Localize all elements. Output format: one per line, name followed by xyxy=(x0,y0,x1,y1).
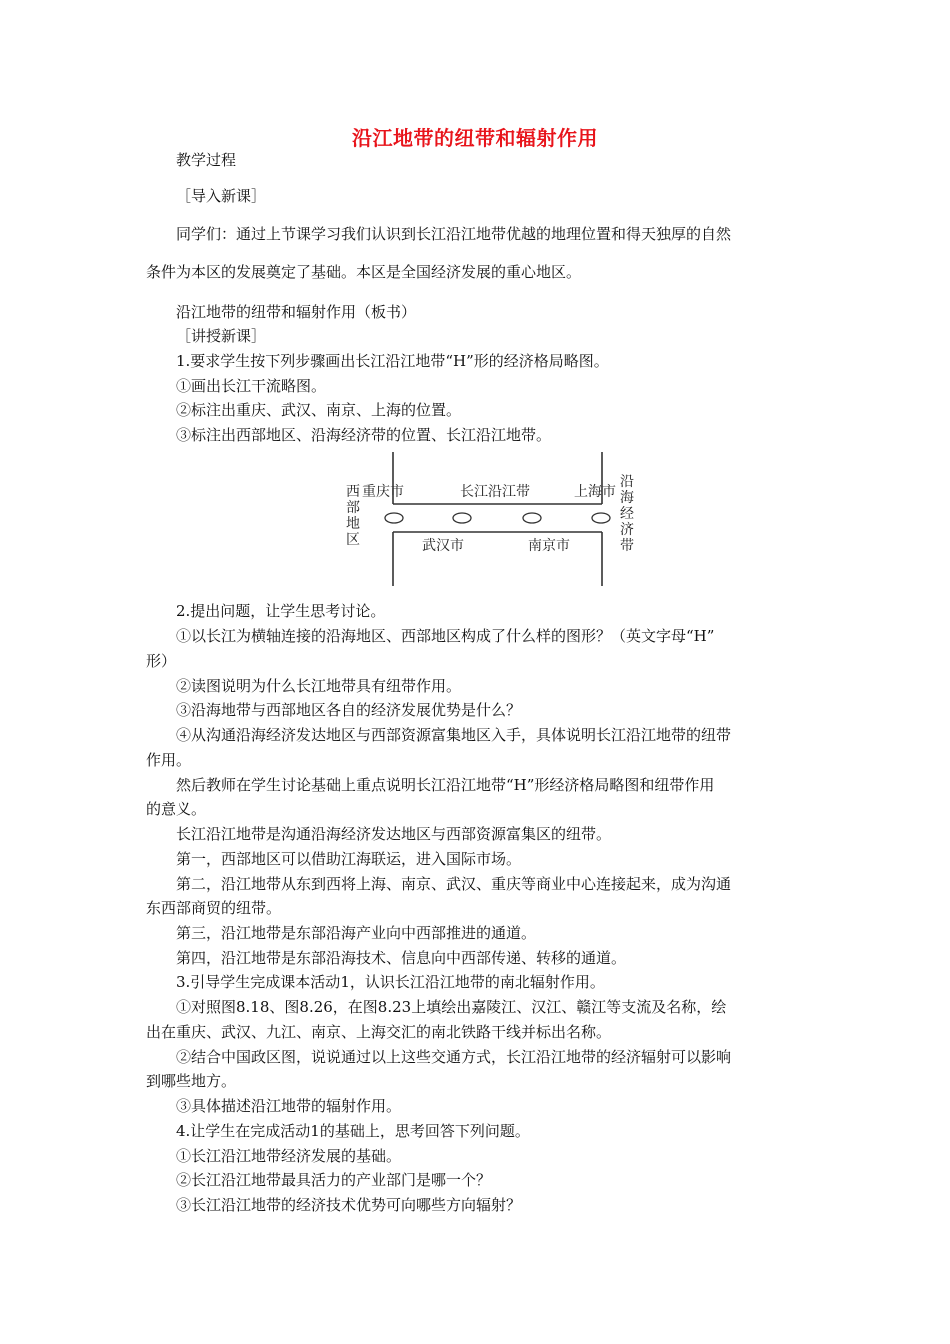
question-item: ①以长江为横轴连接的沿海地区、西部地区构成了什么样的图形？（英文字母“H” xyxy=(176,627,715,645)
activity-item-continued: 到哪些地方。 xyxy=(146,1072,237,1090)
step-item: 1.要求学生按下列步骤画出长江沿江地带“H”形的经济格局略图。 xyxy=(176,352,609,370)
wuhan-city-marker xyxy=(453,513,471,523)
west-region-label-char: 西 xyxy=(346,484,360,500)
nanjing-label: 南京市 xyxy=(528,538,570,554)
question-item-continued: 作用。 xyxy=(146,751,192,769)
question-item: ③沿海地带与西部地区各自的经济发展优势是什么？ xyxy=(176,701,522,719)
board-title: 沿江地带的纽带和辐射作用（板书） xyxy=(176,303,417,321)
point-item: 第三，沿江地带是东部沿海产业向中西部推进的通道。 xyxy=(176,924,537,942)
paragraph-line: 然后教师在学生讨论基础上重点说明长江沿江地带“H”形经济格局略图和纽带作用 xyxy=(176,776,715,794)
step-item: ①画出长江干流略图。 xyxy=(176,377,327,395)
shanghai-label: 上海市 xyxy=(574,484,616,500)
coast-belt-label-char: 沿 xyxy=(620,474,634,490)
yangtze-belt-label: 长江沿江带 xyxy=(460,484,530,500)
question-item: ①长江沿江地带经济发展的基础。 xyxy=(176,1147,402,1165)
wuhan-label: 武汉市 xyxy=(422,538,464,554)
question-item-continued: 形） xyxy=(146,652,177,670)
activity-item: 3.引导学生完成课本活动1，认识长江沿江地带的南北辐射作用。 xyxy=(176,973,605,991)
west-region-label-char: 部 xyxy=(346,500,360,516)
coast-belt-label-char: 经 xyxy=(620,506,634,522)
paragraph-line: 同学们：通过上节课学习我们认识到长江沿江地带优越的地理位置和得天独厚的自然 xyxy=(176,225,732,243)
question-item: 2.提出问题，让学生思考讨论。 xyxy=(176,602,386,620)
coast-belt-label-char: 带 xyxy=(620,538,634,554)
paragraph-line: 长江沿江地带是沟通沿海经济发达地区与西部资源富集区的纽带。 xyxy=(176,825,612,843)
nanjing-city-marker xyxy=(523,513,541,523)
paragraph-line-continued: 的意义。 xyxy=(146,800,207,818)
chongqing-label: 重庆市 xyxy=(362,484,404,500)
activity-item: ①对照图8.18、图8.26，在图8.23上填绘出嘉陵江、汉江、赣江等支流及名称，绘 xyxy=(176,998,727,1016)
point-item: 第四，沿江地带是东部沿海技术、信息向中西部传递、转移的通道。 xyxy=(176,949,627,967)
section-heading-intro: ［导入新课］ xyxy=(176,187,267,205)
coast-belt-label-char: 海 xyxy=(620,490,634,506)
question-item: ③长江沿江地带的经济技术优势可向哪些方向辐射？ xyxy=(176,1196,522,1214)
question-item: ②长江沿江地带最具活力的产业部门是哪一个？ xyxy=(176,1171,492,1189)
question-item: 4.让学生在完成活动1的基础上，思考回答下列问题。 xyxy=(176,1122,530,1140)
activity-item: ②结合中国政区图，说说通过以上这些交通方式，长江沿江地带的经济辐射可以影响 xyxy=(176,1048,732,1066)
paragraph-line: 条件为本区的发展奠定了基础。本区是全国经济发展的重心地区。 xyxy=(146,263,582,281)
chongqing-city-marker xyxy=(385,513,403,523)
coast-belt-label-char: 济 xyxy=(620,522,634,538)
activity-item-continued: 出在重庆、武汉、九江、南京、上海交汇的南北铁路干线并标出名称。 xyxy=(146,1023,612,1041)
point-item: 第一，西部地区可以借助江海联运，进入国际市场。 xyxy=(176,850,522,868)
question-item: ④从沟通沿海经济发达地区与西部资源富集地区入手，具体说明长江沿江地带的纽带 xyxy=(176,726,732,744)
activity-item: ③具体描述沿江地带的辐射作用。 xyxy=(176,1097,402,1115)
step-item: ③标注出西部地区、沿海经济带的位置、长江沿江地带。 xyxy=(176,426,552,444)
west-region-label-char: 地 xyxy=(346,516,360,532)
shanghai-city-marker xyxy=(592,513,610,523)
question-item: ②读图说明为什么长江地带具有纽带作用。 xyxy=(176,677,462,695)
west-region-label-char: 区 xyxy=(346,532,360,548)
h-shape-economic-diagram xyxy=(338,450,642,590)
section-heading-new-lesson: ［讲授新课］ xyxy=(176,327,267,345)
section-heading-teaching-process: 教学过程 xyxy=(176,151,237,169)
step-item: ②标注出重庆、武汉、南京、上海的位置。 xyxy=(176,401,462,419)
point-item: 第二，沿江地带从东到西将上海、南京、武汉、重庆等商业中心连接起来，成为沟通 xyxy=(176,875,732,893)
document-title: 沿江地带的纽带和辐射作用 xyxy=(352,126,598,150)
point-item-continued: 东西部商贸的纽带。 xyxy=(146,899,282,917)
